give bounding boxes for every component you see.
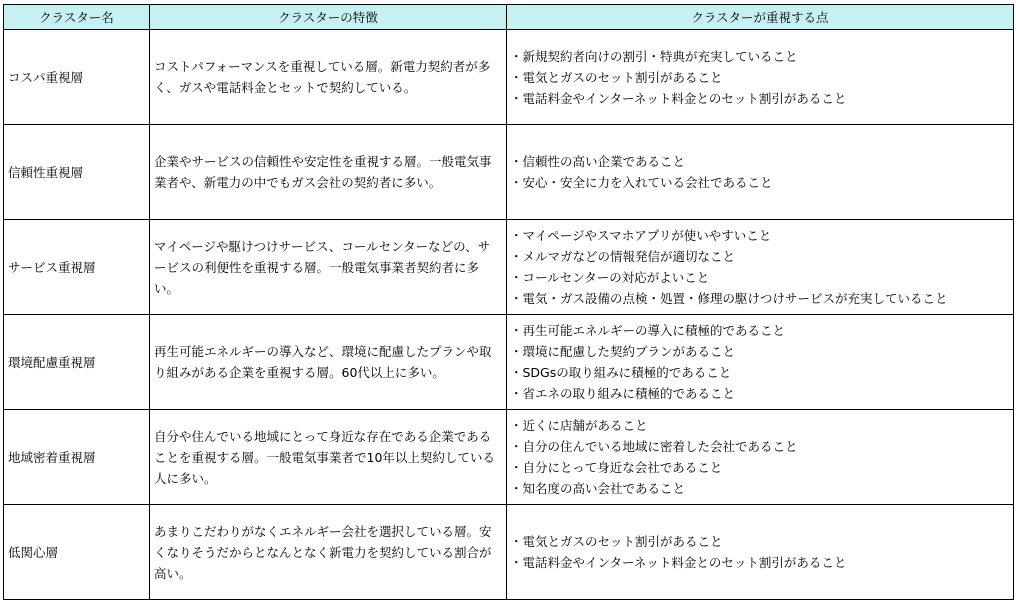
point-item: ・電気・ガス設備の点検・処置・修理の駆けつけサービスが充実していること <box>510 291 948 306</box>
point-item: ・マイページやスマホアプリが使いやすいこと <box>510 228 772 243</box>
table-row <box>4 410 1014 505</box>
cluster-points-cell <box>507 220 1014 315</box>
table-row <box>4 505 1014 600</box>
header-cluster-points: クラスターが重視する点 <box>507 5 1014 30</box>
point-item: ・自分の住んでいる地域に密着した会社であること <box>510 439 798 454</box>
table-row <box>4 125 1014 220</box>
cluster-feature-cell: 自分や住んでいる地域にとって身近な存在である企業であることを重視する層。一般電気事業者で10年以上契約している人に多い。 <box>150 410 507 505</box>
point-item: ・自分にとって身近な会社であること <box>510 460 723 475</box>
cluster-points-cell <box>507 30 1014 125</box>
cluster-name-cell: コスパ重視層 <box>4 30 150 125</box>
table-row <box>4 220 1014 315</box>
point-item: ・電話料金やインターネット料金とのセット割引があること <box>510 90 847 106</box>
point-item: ・SDGsの取り組みに積極的であること <box>510 365 732 380</box>
point-item: ・電気とガスのセット割引があること <box>510 69 723 85</box>
table-body <box>4 30 1014 600</box>
point-item: ・省エネの取り組みに積極的であること <box>510 386 736 401</box>
header-cluster-feature: クラスターの特徴 <box>150 5 507 30</box>
cluster-points-cell <box>507 505 1014 600</box>
point-item: ・電話料金やインターネット料金とのセット割引があること <box>510 555 847 570</box>
cluster-name-cell: 低関心層 <box>4 505 150 600</box>
point-item: ・電気とガスのセット割引があること <box>510 534 723 549</box>
cluster-feature-cell: 企業やサービスの信頼性や安定性を重視する層。一般電気事業者や、新電力の中でもガス会社の契約者に多い。 <box>150 125 507 220</box>
point-item: ・環境に配慮した契約プランがあること <box>510 344 736 359</box>
point-item: ・安心・安全に力を入れている会社であること <box>510 175 773 190</box>
cluster-feature-cell: あまりこだわりがなくエネルギー会社を選択している層。安くなりそうだからとなんとなく新電力を契約している割合が高い。 <box>150 505 507 600</box>
point-item: ・新規契約者向けの割引・特典が充実していること <box>510 48 798 64</box>
cluster-points-cell <box>507 315 1014 410</box>
cluster-feature-cell: 再生可能エネルギーの導入など、環境に配慮したプランや取り組みがある企業を重視する層。60代以上に多い。 <box>150 315 507 410</box>
cluster-name-cell: 地域密着重視層 <box>4 410 150 505</box>
header-cluster-name: クラスター名 <box>4 5 150 30</box>
point-item: ・メルマガなどの情報発信が適切なこと <box>510 249 736 264</box>
cluster-feature-cell: マイページや駆けつけサービス、コールセンターなどの、サービスの利便性を重視する層。一般電気事業者契約者に多い。 <box>150 220 507 315</box>
point-item: ・信頼性の高い企業であること <box>510 154 686 169</box>
point-item: ・近くに店舗があること <box>510 418 648 433</box>
cluster-points-cell <box>507 410 1014 505</box>
point-item: ・再生可能エネルギーの導入に積極的であること <box>510 323 786 338</box>
table-row <box>4 30 1014 125</box>
cluster-table <box>3 4 1014 600</box>
cluster-name-cell: サービス重視層 <box>4 220 150 315</box>
cluster-points-cell <box>507 125 1014 220</box>
cluster-name-cell: 信頼性重視層 <box>4 125 150 220</box>
cluster-feature-cell: コストパフォーマンスを重視している層。新電力契約者が多く、ガスや電話料金とセットで契約している。 <box>150 30 507 125</box>
header-row <box>4 5 1014 30</box>
table-row <box>4 315 1014 410</box>
point-item: ・コールセンターの対応がよいこと <box>510 270 710 285</box>
point-item: ・知名度の高い会社であること <box>510 481 686 496</box>
cluster-name-cell: 環境配慮重視層 <box>4 315 150 410</box>
